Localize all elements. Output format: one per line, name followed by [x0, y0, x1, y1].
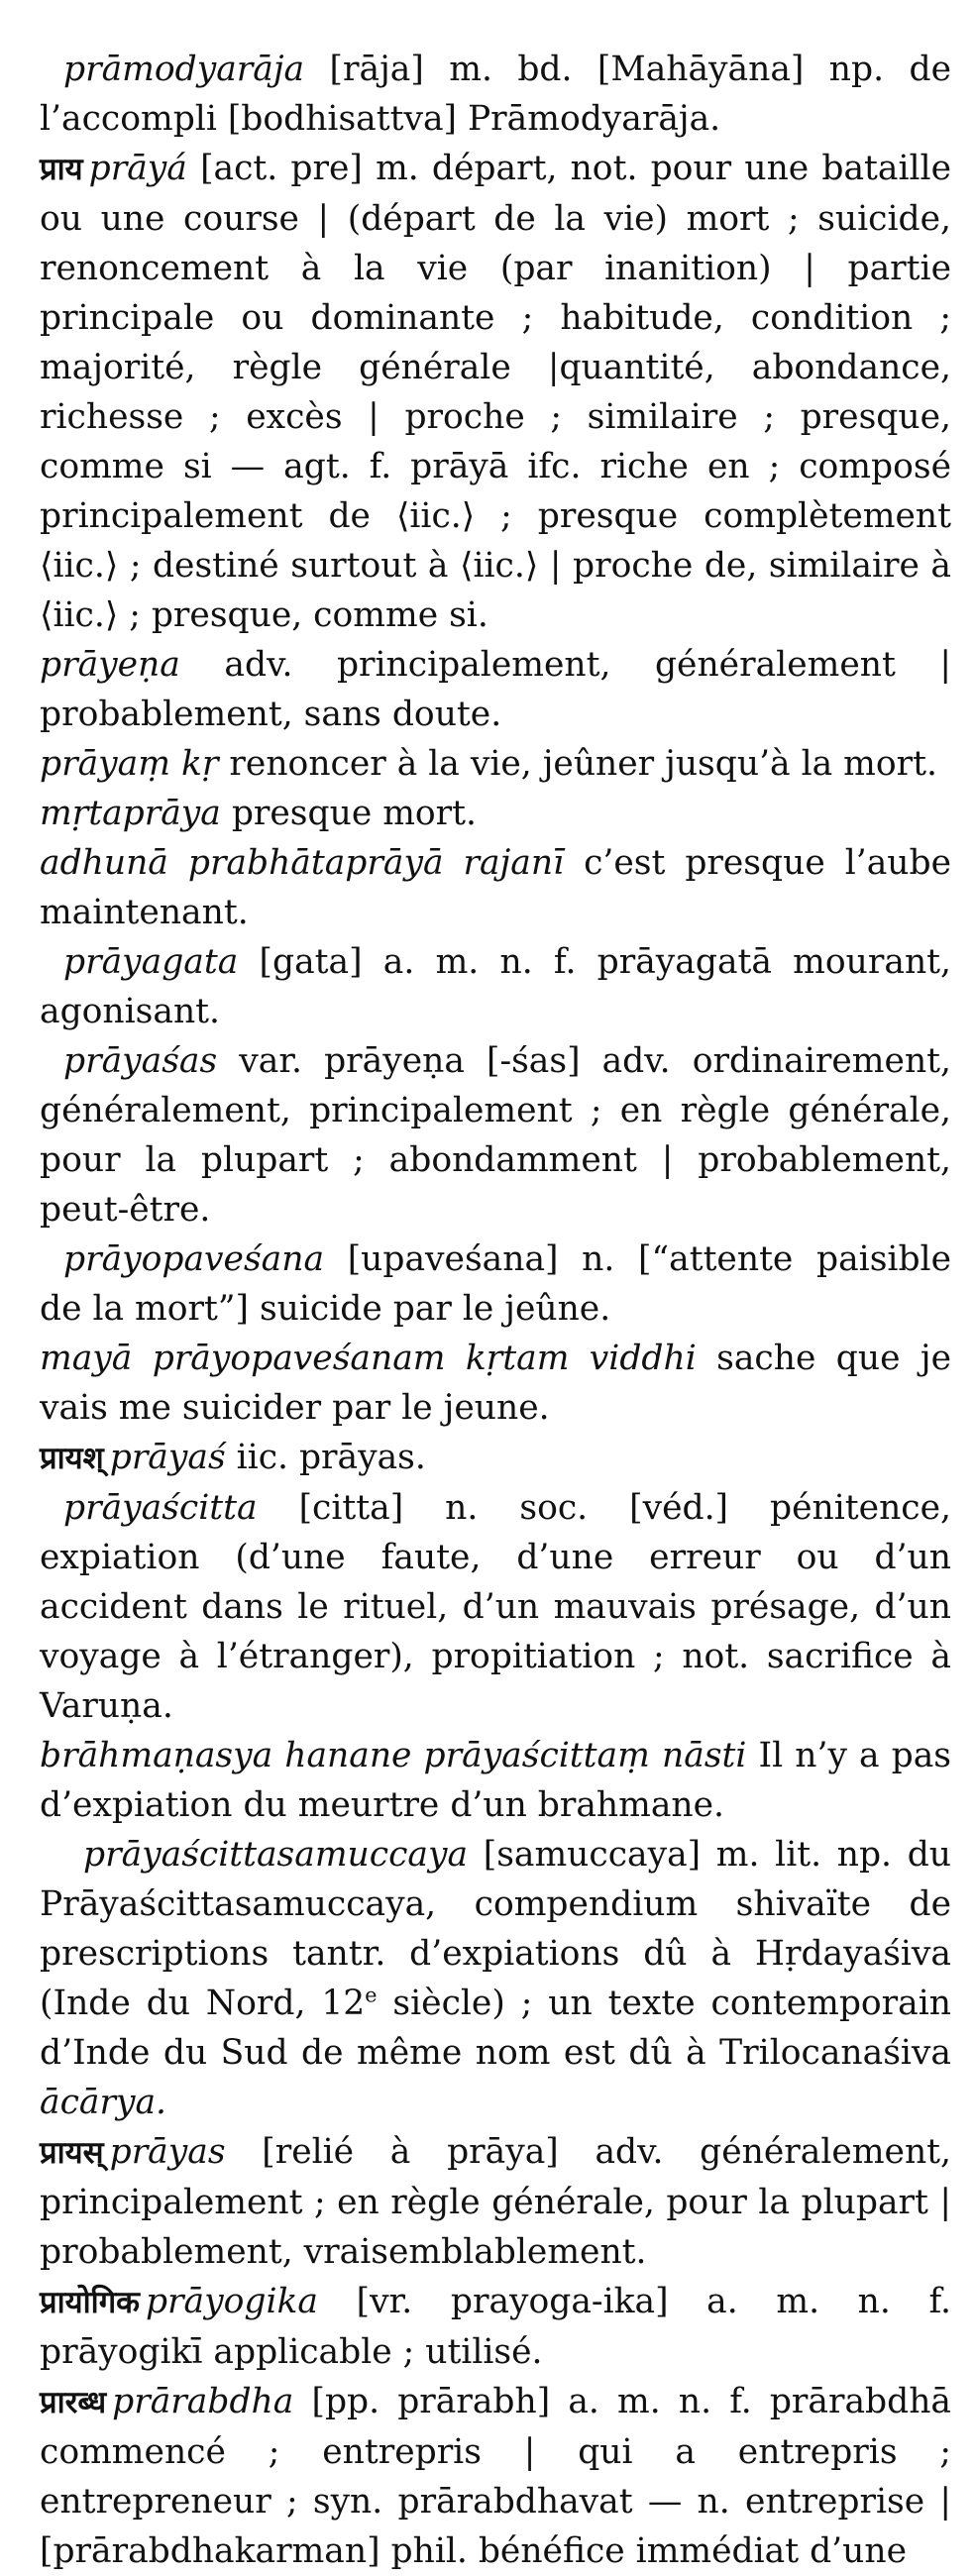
definition-tail: ācārya.	[40, 2083, 166, 2122]
headword: prāyogika	[145, 2282, 318, 2321]
definition: presque mort.	[231, 794, 478, 833]
headword: prārabdha	[112, 2382, 294, 2421]
entry-pramodyaraja	[40, 45, 951, 144]
definition: Il n’y a pas d’expiation du meurtre d’un brahmane.	[40, 1736, 951, 1825]
entry-prayascittasamuccaya	[40, 1830, 951, 2127]
definition: [gata] a. m. n. f. prāyagatā mourant, agonisant.	[40, 942, 951, 1031]
devanagari-headword: प्राय	[40, 152, 83, 187]
headword: prāyopaveśana	[63, 1239, 325, 1279]
definition-cont: siècle) ; un texte contemporain d’Inde du Sud de même nom est dû à Trilocanaśiva	[40, 1984, 951, 2073]
entry-prayascitta	[40, 1483, 951, 1731]
entry-prayas-iic	[40, 1433, 951, 1483]
entry-praya	[40, 144, 951, 640]
headword: prāmodyarāja	[63, 50, 305, 89]
entry-maya	[40, 1334, 951, 1433]
headword: prāyaśas	[63, 1041, 218, 1081]
entry-brahmanasya	[40, 1731, 951, 1830]
headword: prāyaścitta	[63, 1488, 258, 1528]
example-phrase: brāhmaṇasya hanane prāyaścittaṃ nāsti	[40, 1736, 747, 1775]
entry-prarabdha	[40, 2377, 951, 2576]
definition: [act. pre] m. départ, not. pour une bataille ou une course | (départ de la vie) mort ; suicide, renoncement à la vie (par inanition) | partie principale ou dominante ; habitude, condition ; majorité, règle générale |quantité, abondance, richesse ; excès | proche ; similaire ; presque, comme si — agt. f. prāyā ifc. riche en ; composé principalement de ⟨iic.⟩ ; presque complètement ⟨iic.⟩ ; destiné surtout à ⟨iic.⟩ | proche de, similaire à ⟨iic.⟩ ; presque, comme si.	[40, 149, 951, 635]
definition: [upaveśana] n. [“attente paisible de la mort”] suicide par le jeûne.	[40, 1239, 951, 1329]
headword: prāyaś	[109, 1438, 226, 1477]
entry-adhuna	[40, 838, 951, 937]
devanagari-headword: प्रारब्ध	[40, 2385, 107, 2420]
definition: [pp. prārabh] a. m. n. f. prārabdhā commencé ; entrepris | qui a entrepris ; entrepreneur ; syn. prārabdhavat — n. entreprise | [prārabdhakarman] phil. bénéfice immédiat d’une	[40, 2382, 952, 2571]
example-phrase: adhunā prabhātaprāyā rajanī	[40, 843, 565, 883]
headword: prāyas	[109, 2132, 226, 2172]
devanagari-headword: प्रायश्	[40, 1441, 104, 1476]
entry-prayena	[40, 640, 951, 739]
entry-prayagata	[40, 937, 951, 1036]
entry-prayas	[40, 2127, 951, 2277]
definition: var. prāyeṇa [-śas] adv. ordinairement, généralement, principalement ; en règle générale, pour la plupart ; abondamment | probablement, peut-être.	[40, 1041, 951, 1230]
definition: iic. prāyas.	[236, 1438, 426, 1477]
headword: prāyaṃ kṛ	[40, 744, 219, 784]
example-phrase: mayā prāyopaveśanam kṛtam viddhi	[40, 1339, 697, 1378]
definition: [samuccaya] m. lit. np. du Prāyaścittasamuccaya, compendium shivaïte de prescriptions tantr. d’expiations dû à Hṛdayaśiva (Inde du Nord, 12	[40, 1835, 952, 2023]
definition: sache que je vais me suicider par le jeune.	[40, 1339, 951, 1428]
headword: prāyagata	[63, 942, 239, 982]
definition: [vr. prayoga-ika] a. m. n. f. prāyogikī applicable ; utilisé.	[40, 2282, 951, 2372]
headword: prāyaścittasamuccaya	[83, 1835, 469, 1875]
headword: prāyá	[88, 149, 187, 188]
devanagari-headword: प्रायोगिक	[40, 2285, 140, 2320]
entry-prayogika	[40, 2277, 951, 2377]
definition: [relié à prāya] adv. généralement, principalement ; en règle générale, pour la plupart | probablement, vraisemblablement.	[40, 2132, 952, 2272]
definition: [citta] n. soc. [véd.] pénitence, expiation (d’une faute, d’une erreur ou d’un accident dans le rituel, d’un mauvais présage, d’un voyage à l’étranger), propitiation ; not. sacrifice à Varuṇa.	[40, 1488, 951, 1726]
devanagari-headword: प्रायस्	[40, 2135, 104, 2171]
definition: c’est presque l’aube maintenant.	[40, 843, 951, 932]
entry-mrtapraya	[40, 789, 951, 838]
entry-prayasas	[40, 1036, 951, 1234]
definition: renoncer à la vie, jeûner jusqu’à la mort.	[229, 744, 937, 784]
headword: prāyeṇa	[40, 645, 180, 685]
entry-prayopavesana	[40, 1234, 951, 1334]
headword: mṛtaprāya	[40, 794, 221, 833]
definition: adv. principalement, généralement | probablement, sans doute.	[40, 645, 951, 734]
definition: [rāja] m. bd. [Mahāyāna] np. de l’accompli [bodhisattva] Prāmodyarāja.	[40, 50, 951, 139]
entry-prayam-kr	[40, 739, 951, 789]
superscript: e	[365, 1983, 378, 2007]
